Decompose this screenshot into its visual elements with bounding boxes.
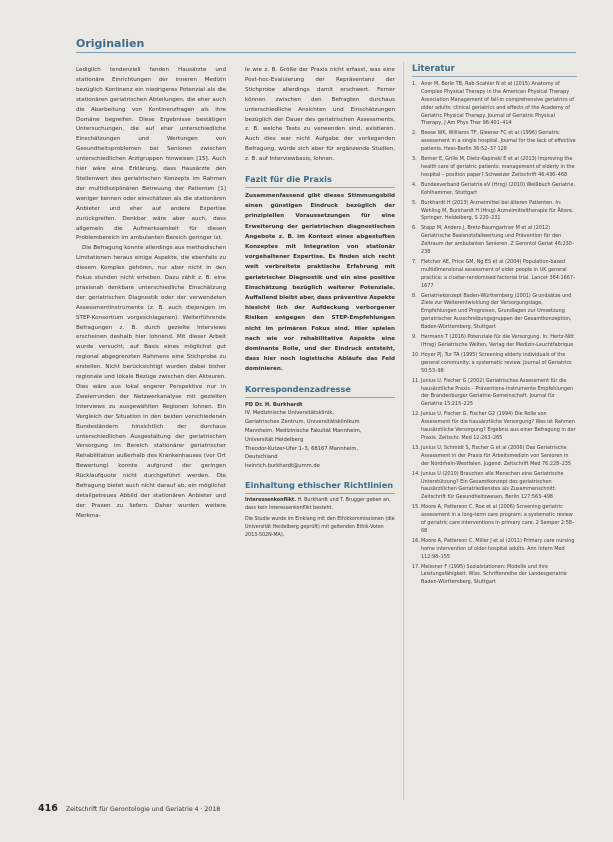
correspondence-email[interactable]: heinrich.burkhardt@umm.de <box>245 463 320 470</box>
reference-number: 13. <box>412 444 420 451</box>
reference-number: 15. <box>412 504 420 511</box>
reference-text: Junius U (2010) Brauchen alle Menschen eine Geriatrische Unterstützung? Ein Gesamtkonzept des geriatrischen hausärztlichen Geriatriedienstes als Zusammenschnitt. Zeitschrift für Gesundheitswesen, Berlin 127:563–498 <box>421 470 564 501</box>
reference-item <box>412 538 577 562</box>
reference-item <box>412 259 577 291</box>
reference-text: Anor M, Borle TB, Rab-Scahler N et al (2015) Anatomy of Complex Physical Therapy in the American Physical Therapy Association Management of fall-in comprehensive geriatrics of older adults: clinical geriatrics and effects of the Academy of Geriatric Physical Therapy. Journal of Geriatric Physical Therapy, J Am Phys Ther 96:401–414 <box>421 80 574 127</box>
header-rule <box>76 52 576 53</box>
reference-item <box>412 182 577 198</box>
reference-number: 8. <box>412 292 417 299</box>
reference-text: Fletcher AE, Price GM, Ng ES et al (2004) Population-based multidimensional assessment of older people in UK general practice: a cluster-randomised factorial trial. Lancet 364:1667–1677 <box>421 258 576 289</box>
journal-name: Zeitschrift für Gerontologie und Geriatrie 4 · 2018 <box>65 806 221 813</box>
reference-item <box>412 225 577 257</box>
reference-item <box>412 378 577 410</box>
reference-item <box>412 334 577 350</box>
reference-item <box>412 471 577 503</box>
reference-text: Geriatriekonzept Baden-Württemberg (2001) Grundsätze und Ziele zur Weiterentwicklung der Versorgungslage, Empfehlungen und Prognosen, Grundlagen zur Umsetzung geriatrischer Ausschreibungsgruppen der Gesamtkonzeption, Baden-Württemberg, Stuttgart <box>421 292 572 331</box>
correspondence-line: Universität Heidelberg <box>245 436 304 443</box>
reference-text: Meissner F (1995) Sozialstationen: Modelle und ihre Leistungsfähigkeit. Wiss. Schriftenreihe der Landesgeriatrie Baden-Württemberg, Stuttgart <box>421 563 567 586</box>
page-number: 416 <box>38 803 58 814</box>
reference-item <box>412 504 577 536</box>
reference-item <box>412 293 577 333</box>
references-column <box>412 66 577 589</box>
reference-text: Beese WK, Williams TF, Gleener FC et al (1996) Geriatric assessment in a single hospital. Joumal for the lack of effective patients. Hess-Berlin 36:52–37 128 <box>421 130 576 153</box>
reference-number: 12. <box>412 411 420 418</box>
reference-item <box>412 445 577 469</box>
correspondence-line: Deutschland <box>245 454 278 461</box>
reference-number: 14. <box>412 470 420 477</box>
body-paragraph: Die Befragung konnte allerdings aus methodischen Limitationen heraus einige Aspekte, die ebenfalls zu diesem Komplex gehören, nur aber nicht in den Fokus stunden nicht erheben. Dazu zählt z. B. eine praxisnah denkbare unterschiedliche Einschätzung der geriatrischen Diagnostik oder der verwendeten Assessmentinstrumente (z. B. auch diejenigen im STEP-Konsortium vorgeschlagenen). Weiterführende Befragungen z. B. durch gezielte Interviews erscheinen deshalb hier lohnend. Mit dieser Arbeit wurde versucht, auf Basis eines möglichst gut regional abgegrenzten Rahmens eine Stichprobe zu erstellen. Nicht berücksichtigt wurden dabei bisher regionale und lokale Bezüge zwischen den Akteuren. Dies wäre aus lokal engerer Perspektive nur in Zweierrunden der Netzwerkanalyse mit gezielten Interviews zu ausgewählten Regionen lohnen. Ein Vergleich der Situation in den beiden verschiedenen Bundesländern hinsichtlich der durchaus unterschiedlichen Ausgestaltung der geriatrischen Versorgung im Bereich stationärer geriatrischer Rehabilitation außerhalb des Krankenhauses (vor Ort Bewertung) konnte aufgrund der geringen Rücklaufquote nicht durchgeführt werden. Die Befragung bietet auch nicht darauf ab, ein möglichst detailgetreues Abbild der stationären Anbieter und der Praxen zu liefern. Daher wurden weitere Merkma- <box>76 245 226 519</box>
reference-number: 16. <box>412 537 420 544</box>
correspondence-line: IV. Medizinische Universitätsklinik, <box>245 410 334 417</box>
reference-number: 11. <box>412 377 420 384</box>
correspondence-address <box>245 401 395 471</box>
reference-item <box>412 130 577 154</box>
reference-list <box>412 81 577 587</box>
reference-number: 10. <box>412 351 420 358</box>
ethics-block <box>245 497 395 540</box>
reference-text: Burkhardt H (2013) Arzneimittel bei älteren Patienten. In: Wehling M, Burkhardt H (Hrsg) Arzneimitteltherapie für Ältere. Springer, Heidelberg, S 220–231 <box>421 199 574 222</box>
reference-number: 9. <box>412 334 417 341</box>
reference-text: Bundesverband Geriatrie eV (Hrsg) (2010) Weißbuch Geriatrie. Kohlhammer, Stuttgart <box>421 181 576 196</box>
reference-text: Hoyer PJ, Tur TA (1995) Screening elderly individuals of the general community: a systematic review. Journal of Geriatrics 50:53–98 <box>421 351 572 374</box>
reference-text: Stapp M, Anders J, Bretz-Baumgartner M et al (2012) Geriatrische Basisnotsfallwertung und Prävention für den Zeitraum der ambulanten Senioren. Z Gerontol Geriat 46:230–238 <box>421 225 575 256</box>
reference-item <box>412 564 577 588</box>
reference-text: Moore A, Patterson C, Roe et al (2006) Screening geriatric assessment in a long-term care program: a systematic review of geriatric care interventions in primary care. 2 Semper 2:58–68 <box>421 504 575 534</box>
reference-text: Junius U, Fischer G, Fischer G2 (1994) Die Rolle von Assessment für die hausärztliche Versorgung? Was ist Rahmen hausärztliche Versorgung? Ergebnis aus einer Befragung in der Praxis. Zeitschr. Med 12:263–265 <box>421 411 576 441</box>
reference-item <box>412 81 577 128</box>
correspondence-line: Theodor-Kutzer-Ufer 1–3, 68167 Mannheim, <box>245 445 359 452</box>
reference-text: Moore A, Patterson C, Miller J et al (2011) Primary care nursing home intervention of older hospital adults. Ann Intern Med 112:98–155 <box>421 537 575 560</box>
reference-number: 3. <box>412 156 417 163</box>
correspondence-line: Mannheim, Medizinische Fakultät Mannheim, <box>245 427 362 434</box>
reference-number: 17. <box>412 563 420 570</box>
body-paragraph: le wie z. B. Größe der Praxis nicht erfasst, was eine Post-hoc-Evaluierung der Repräsentanz der Stichprobe allerdings damit erschwert. Ferner können zwischen den Befragten durchaus unterschiedliche Ansichten und Einschätzungen bezüglich der Dauer des geriatrischen Assessments, z. B. welche Tests zu verwenden sind, existieren. Auch dies war nicht Aufgabe der vorliegenden Befragung, würde sich aber für ergänzende Studien, z. B. auf Interviewbasis, lohnen. <box>245 67 395 163</box>
reference-number: 2. <box>412 130 417 137</box>
reference-item <box>412 200 577 224</box>
references-heading: Literatur <box>412 66 577 77</box>
column-divider <box>403 62 404 800</box>
reference-number: 7. <box>412 258 417 265</box>
body-column-left <box>76 66 226 522</box>
reference-item <box>412 411 577 443</box>
body-paragraph: Lediglich tendenziell fanden Hausärzte und stationäre Einrichtungen der inneren Medizin bezüglich Kontinenz ein niedrigeres Potenzial als die stationären geriatrischen Abteilungen, die eher auch die Abarbeitung von Kontinenzfragen als ihre Domäne begreifen. Diese Ergebnisse bestätigen Untersuchungen, die auf eher unterschiedliche Einschätzungen und Wertungen von Gesundheitsproblemen bei Senioren zwischen unterschiedlichen Arztgruppen hinweisen [15]. Auch hier wäre eine Erklärung, dass Hausärzte den Stellenwert des geriatrischen Konzepts im Rahmen der multidisziplinären Betreuung der Patienten [1] weniger kennen oder einschätzen als die stationären Anbieter und eher auf andere Expertise zurückgreifen. Denkbar wäre aber auch, dass allgemein die Aufmerksamkeit für diesen Problembereich im ambulanten Bereich geringer ist. <box>76 67 226 242</box>
section-label: Originalien <box>76 37 145 50</box>
reference-number: 4. <box>412 181 417 188</box>
reference-item <box>412 352 577 376</box>
reference-text: Junius U, Schmidt S, Fischer G et al (2006) Das Geriatrische Assessment in der Praxis für Arbeitsmedizin von Senioren in der Nordrhein-Westfalen. Jugend. Zeitschrift Med 76:228–235 <box>421 444 572 467</box>
body-column-middle <box>245 66 395 540</box>
fazit-text: Zusammenfassend gibt dieses Stimmungsbild einen günstigen Eindruck bezüglich der prinzipiellen Voraussetzungen für eine Erweiterung der geriatrischen diagnostischen Angebote z. B. im Kontext eines abgestuften Konzeptes mit Integration von stationär vorgehaltener Expertise. Es finden sich recht weit verbreitete praktische Erfahrung mit geriatrischer Diagnostik und ein eine positive Einschätzung bezüglich weiterer Potenziale. Auffallend bleibt aber, dass präventive Aspekte hiesicht lich der Aufdeckung verborgener Risiken entgegen den STEP-Empfehlungen nicht im primären Fokus sind. Hier spielen nach wie vor rehabilitative Aspekte eine dominante Rolle, und der Eindruck entsteht, dass hier noch logistische Abläufe das Feld dominieren. <box>245 192 395 373</box>
fazit-heading: Fazit für die Praxis <box>245 175 395 188</box>
correspondence-name: PD Dr. H. Burkhardt <box>245 401 303 408</box>
ethics-lead: Interessenkonflikt. <box>245 497 297 503</box>
reference-text: Berner E, Grille M, Dietz-Kapinski E et al (2013) Improving the health care of geriatric patients: management of elderly in the hospital – position paper? Schweizer Zeitschrift 46:436–468 <box>421 156 575 178</box>
reference-number: 6. <box>412 225 417 232</box>
reference-number: 1. <box>412 80 417 87</box>
reference-number: 5. <box>412 199 417 206</box>
footer <box>38 803 220 814</box>
correspondence-line: Geriatrisches Zentrum, Universitätsklinikum <box>245 419 360 426</box>
ethics-conflict-text: H. Burkhardt und T. Brugger geben an, dass kein Interessenkonflikt besteht. <box>245 497 391 511</box>
reference-text: Hermann T (2016) Potenziale für die Versorgung. In: Hertz-Nitt (Hrsg) Geriatrische Welten, Verlag der Medizin-Leuchtfabrique <box>421 334 575 348</box>
correspondence-heading: Korrespondenzadresse <box>245 385 395 398</box>
ethics-vote-text: Die Studie wurde im Einklang mit den Ethikkommissionen (die Universität Heidelberg geprüft) mit geltenden Ethik-Voten 2013-502N-MA). <box>245 517 395 538</box>
reference-item <box>412 156 577 180</box>
ethics-heading: Einhaltung ethischer Richtlinien <box>245 481 395 494</box>
reference-text: Junius U, Fischer G (2002) Geriatrisches Assessment für die hausärztliche Praxis – Präventions-Instrumente Empfehlungen der Brandenburger Geriatrie-Gemeinschaft. Journal für Geriatrie 15:215–225 <box>421 377 574 408</box>
